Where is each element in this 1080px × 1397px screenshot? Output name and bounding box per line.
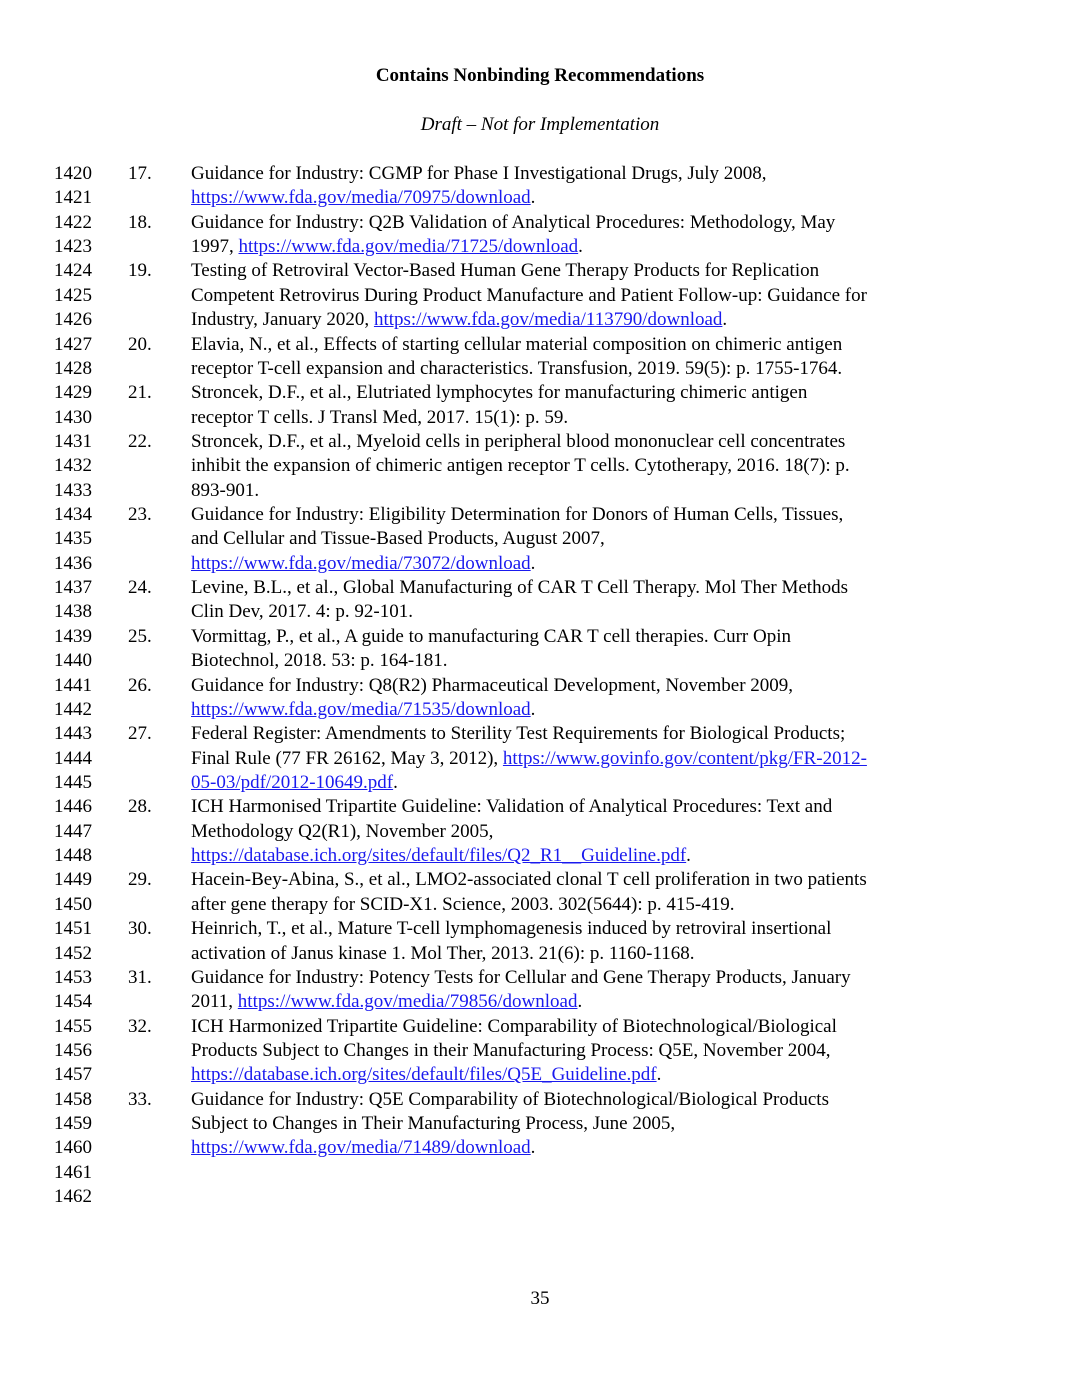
- reference-line: [0, 235, 1080, 259]
- reference-line: [0, 795, 1080, 819]
- reference-text: [191, 308, 727, 332]
- line-number: 1445: [54, 771, 92, 793]
- reference-line: [0, 747, 1080, 771]
- references-list: [0, 162, 1080, 1209]
- reference-text-segment: 2011,: [191, 991, 238, 1013]
- reference-text-segment: Stroncek, D.F., et al., Elutriated lymphocytes for manufacturing chimeric antigen: [191, 382, 808, 404]
- reference-text-segment: Biotechnol, 2018. 53: p. 164-181.: [191, 650, 448, 672]
- reference-line: [0, 479, 1080, 503]
- reference-text: [191, 186, 535, 210]
- reference-punctuation: .: [686, 845, 691, 867]
- reference-line: [0, 454, 1080, 478]
- line-number: 1428: [54, 357, 92, 379]
- reference-text-segment: Methodology Q2(R1), November 2005,: [191, 820, 494, 842]
- line-number: 1451: [54, 918, 92, 940]
- reference-text-segment: Guidance for Industry: Q5E Comparability of Biotechnological/Biological Products: [191, 1088, 829, 1110]
- line-number: 1448: [54, 845, 92, 867]
- line-number: 1426: [54, 309, 92, 331]
- reference-text: [191, 259, 819, 283]
- reference-line: [0, 552, 1080, 576]
- reference-text: [191, 942, 695, 966]
- line-number: 1432: [54, 455, 92, 477]
- reference-text-segment: ICH Harmonised Tripartite Guideline: Validation of Analytical Procedures: Text and: [191, 796, 833, 818]
- line-number: 1457: [54, 1064, 92, 1086]
- reference-line: [0, 966, 1080, 990]
- reference-text: [191, 211, 835, 235]
- reference-line: [0, 1112, 1080, 1136]
- reference-text-segment: Guidance for Industry: Q8(R2) Pharmaceutical Development, November 2009,: [191, 674, 794, 696]
- line-number: 1435: [54, 528, 92, 550]
- reference-text: [191, 381, 807, 405]
- reference-line: [0, 844, 1080, 868]
- reference-text-segment: Guidance for Industry: Potency Tests for Cellular and Gene Therapy Products, January: [191, 966, 851, 988]
- reference-link[interactable]: https://database.ich.org/sites/default/files/Q2_R1__Guideline.pdf: [191, 845, 687, 867]
- reference-text: [191, 1136, 535, 1160]
- reference-text: [191, 795, 832, 819]
- line-number: 1430: [54, 406, 92, 428]
- reference-text: [191, 600, 413, 624]
- reference-text-segment: Subject to Changes in Their Manufacturing Process, June 2005,: [191, 1113, 676, 1135]
- reference-number: 19.: [128, 260, 152, 282]
- line-number: 1442: [54, 698, 92, 720]
- line-number: 1421: [54, 187, 92, 209]
- reference-line: [0, 917, 1080, 941]
- line-number: 1456: [54, 1039, 92, 1061]
- reference-text: [191, 1015, 837, 1039]
- line-number: 1460: [54, 1137, 92, 1159]
- reference-line: [0, 186, 1080, 210]
- line-number: 1446: [54, 796, 92, 818]
- reference-text-segment: Clin Dev, 2017. 4: p. 92-101.: [191, 601, 414, 623]
- reference-line: [0, 381, 1080, 405]
- reference-link[interactable]: https://www.fda.gov/media/113790/download: [373, 309, 723, 331]
- line-number: 1429: [54, 382, 92, 404]
- reference-punctuation: .: [530, 552, 536, 574]
- reference-link[interactable]: https://www.fda.gov/media/73072/download: [191, 552, 531, 574]
- line-number: 1450: [54, 893, 92, 915]
- reference-text: [191, 503, 843, 527]
- line-number: 1453: [54, 966, 92, 988]
- reference-line: [0, 722, 1080, 746]
- line-number: 1431: [54, 430, 92, 452]
- reference-line: [0, 600, 1080, 624]
- reference-number: 25.: [128, 625, 152, 647]
- reference-text: [191, 674, 793, 698]
- reference-link[interactable]: https://www.govinfo.gov/content/pkg/FR-2012-: [502, 747, 867, 769]
- reference-link[interactable]: https://www.fda.gov/media/70975/download: [191, 187, 531, 209]
- reference-line: [0, 990, 1080, 1014]
- reference-text-segment: Stroncek, D.F., et al., Myeloid cells in peripheral blood mononuclear cell concentrates: [191, 430, 846, 452]
- line-number: 1443: [54, 723, 92, 745]
- reference-line: [0, 333, 1080, 357]
- reference-text-segment: 893-901.: [191, 479, 260, 501]
- reference-text-segment: Elavia, N., et al., Effects of starting cellular material composition on chimeric antigen: [191, 333, 843, 355]
- reference-text-segment: activation of Janus kinase 1. Mol Ther, 2013. 21(6): p. 1160-1168.: [191, 942, 695, 964]
- reference-text: [191, 820, 493, 844]
- line-number: 1440: [54, 650, 92, 672]
- reference-text: [191, 430, 845, 454]
- line-number: 1433: [54, 479, 92, 501]
- reference-punctuation: .: [530, 1137, 536, 1159]
- reference-line: [0, 1136, 1080, 1160]
- reference-text: [191, 917, 831, 941]
- reference-number: 26.: [128, 674, 152, 696]
- reference-number: 33.: [128, 1088, 152, 1110]
- page-number: 35: [530, 1288, 550, 1309]
- reference-line: [0, 1088, 1080, 1112]
- reference-line: [0, 308, 1080, 332]
- reference-text: [191, 893, 734, 917]
- reference-link[interactable]: https://www.fda.gov/media/71489/download: [191, 1137, 531, 1159]
- line-number: 1422: [54, 211, 92, 233]
- draft-notice: Draft – Not for Implementation: [420, 114, 660, 135]
- line-number: 1459: [54, 1113, 92, 1135]
- reference-text-segment: Heinrich, T., et al., Mature T-cell lymphomagenesis induced by retroviral insertional: [191, 918, 832, 940]
- reference-text: [191, 454, 850, 478]
- reference-text-segment: Final Rule (77 FR 26162, May 3, 2012),: [191, 747, 503, 769]
- line-number: 1458: [54, 1088, 92, 1110]
- reference-text: [191, 162, 767, 186]
- reference-text: [191, 649, 447, 673]
- reference-line: [0, 1063, 1080, 1087]
- reference-text-segment: inhibit the expansion of chimeric antigen receptor T cells. Cytotherapy, 2016. 18(7): p.: [191, 455, 850, 477]
- reference-number: 32.: [128, 1015, 152, 1037]
- reference-link[interactable]: 05-03/pdf/2012-10649.pdf: [191, 771, 394, 793]
- reference-text-segment: Federal Register: Amendments to Sterility Test Requirements for Biological Products;: [191, 723, 846, 745]
- reference-text: [191, 333, 842, 357]
- line-number: 1455: [54, 1015, 92, 1037]
- reference-text: [191, 722, 845, 746]
- line-number: 1462: [54, 1186, 92, 1208]
- reference-text: [191, 844, 691, 868]
- reference-text: [191, 1039, 831, 1063]
- reference-punctuation: .: [530, 187, 536, 209]
- reference-link[interactable]: https://www.fda.gov/media/71725/download: [238, 236, 579, 258]
- reference-line: [0, 771, 1080, 795]
- line-number: 1438: [54, 601, 92, 623]
- reference-line: [0, 1185, 1080, 1209]
- reference-punctuation: .: [722, 309, 728, 331]
- reference-punctuation: .: [656, 1064, 662, 1086]
- line-number: 1423: [54, 236, 92, 258]
- reference-text: [191, 552, 535, 576]
- reference-line: [0, 820, 1080, 844]
- reference-text-segment: receptor T cells. J Transl Med, 2017. 15(1): p. 59.: [191, 406, 569, 428]
- reference-text: [191, 1112, 675, 1136]
- reference-text-segment: Hacein-Bey-Abina, S., et al., LMO2-associated clonal T cell proliferation in two patients: [191, 869, 867, 891]
- reference-text-segment: after gene therapy for SCID-X1. Science, 2003. 302(5644): p. 415-419.: [191, 893, 735, 915]
- reference-line: [0, 625, 1080, 649]
- reference-text: [191, 771, 398, 795]
- reference-number: 23.: [128, 504, 152, 526]
- reference-line: [0, 649, 1080, 673]
- reference-line: [0, 430, 1080, 454]
- reference-line: [0, 357, 1080, 381]
- line-number: 1424: [54, 260, 92, 282]
- reference-link[interactable]: https://www.fda.gov/media/79856/download: [237, 991, 578, 1013]
- reference-punctuation: .: [578, 236, 583, 258]
- line-number: 1434: [54, 504, 92, 526]
- reference-line: [0, 211, 1080, 235]
- reference-number: 27.: [128, 723, 152, 745]
- reference-text: [191, 1063, 661, 1087]
- line-number: 1436: [54, 552, 92, 574]
- reference-number: 29.: [128, 869, 152, 891]
- reference-line: [0, 284, 1080, 308]
- line-number: 1441: [54, 674, 92, 696]
- reference-text-segment: Industry, January 2020,: [191, 309, 374, 331]
- reference-text-segment: Competent Retrovirus During Product Manufacture and Patient Follow-up: Guidance for: [191, 284, 867, 306]
- line-number: 1461: [54, 1161, 92, 1183]
- line-number: 1425: [54, 284, 92, 306]
- reference-text: [191, 868, 867, 892]
- reference-text-segment: Testing of Retroviral Vector-Based Human Gene Therapy Products for Replication: [191, 260, 820, 282]
- line-number: 1439: [54, 625, 92, 647]
- reference-line: [0, 942, 1080, 966]
- reference-text-segment: Guidance for Industry: CGMP for Phase I Investigational Drugs, July 2008,: [191, 163, 767, 184]
- reference-line: [0, 527, 1080, 551]
- reference-punctuation: .: [393, 771, 398, 793]
- reference-text-segment: and Cellular and Tissue-Based Products, August 2007,: [191, 528, 605, 550]
- reference-text: [191, 479, 259, 503]
- reference-line: [0, 698, 1080, 722]
- line-number: 1437: [54, 577, 92, 599]
- reference-number: 28.: [128, 796, 152, 818]
- reference-number: 24.: [128, 577, 152, 599]
- reference-text-segment: Vormittag, P., et al., A guide to manufacturing CAR T cell therapies. Curr Opin: [191, 625, 792, 647]
- reference-number: 31.: [128, 966, 152, 988]
- reference-text: [191, 966, 851, 990]
- reference-line: [0, 893, 1080, 917]
- reference-line: [0, 406, 1080, 430]
- reference-text: [191, 747, 867, 771]
- reference-line: [0, 1039, 1080, 1063]
- reference-text-segment: 1997,: [191, 236, 239, 258]
- reference-text: [191, 527, 605, 551]
- line-number: 1447: [54, 820, 92, 842]
- reference-line: [0, 674, 1080, 698]
- line-number: 1427: [54, 333, 92, 355]
- reference-text-segment: Guidance for Industry: Q2B Validation of Analytical Procedures: Methodology, May: [191, 211, 836, 233]
- line-number: 1454: [54, 991, 92, 1013]
- reference-line: [0, 1161, 1080, 1185]
- reference-text-segment: Guidance for Industry: Eligibility Determination for Donors of Human Cells, Tissues,: [191, 504, 844, 526]
- reference-text-segment: Levine, B.L., et al., Global Manufacturing of CAR T Cell Therapy. Mol Ther Methods: [191, 577, 848, 599]
- reference-line: [0, 503, 1080, 527]
- reference-text-segment: Products Subject to Changes in their Manufacturing Process: Q5E, November 2004,: [191, 1039, 831, 1061]
- reference-text-segment: ICH Harmonized Tripartite Guideline: Comparability of Biotechnological/Biological: [191, 1015, 837, 1037]
- reference-text-segment: receptor T-cell expansion and characteristics. Transfusion, 2019. 59(5): p. 1755-1764.: [191, 357, 843, 379]
- reference-line: [0, 162, 1080, 186]
- reference-number: 20.: [128, 333, 152, 355]
- reference-number: 30.: [128, 918, 152, 940]
- reference-link[interactable]: https://www.fda.gov/media/71535/download: [191, 698, 531, 720]
- reference-text: [191, 698, 535, 722]
- reference-line: [0, 576, 1080, 600]
- reference-text: [191, 1088, 829, 1112]
- reference-text: [191, 235, 583, 259]
- line-number: 1449: [54, 869, 92, 891]
- reference-line: [0, 1015, 1080, 1039]
- reference-text: [191, 576, 848, 600]
- line-number: 1452: [54, 942, 92, 964]
- line-number: 1444: [54, 747, 92, 769]
- reference-punctuation: .: [530, 698, 536, 720]
- reference-link[interactable]: https://database.ich.org/sites/default/files/Q5E_Guideline.pdf: [191, 1064, 657, 1086]
- reference-text: [191, 357, 842, 381]
- reference-line: [0, 259, 1080, 283]
- line-number: 1420: [54, 163, 92, 184]
- reference-line: [0, 868, 1080, 892]
- reference-text: [191, 406, 568, 430]
- reference-text: [191, 284, 867, 308]
- reference-text: [191, 990, 582, 1014]
- reference-number: 18.: [128, 211, 152, 233]
- page-header: Contains Nonbinding Recommendations: [375, 65, 705, 86]
- reference-punctuation: .: [577, 991, 583, 1013]
- reference-number: 17.: [128, 163, 152, 184]
- reference-number: 21.: [128, 382, 152, 404]
- reference-text: [191, 625, 791, 649]
- reference-number: 22.: [128, 430, 152, 452]
